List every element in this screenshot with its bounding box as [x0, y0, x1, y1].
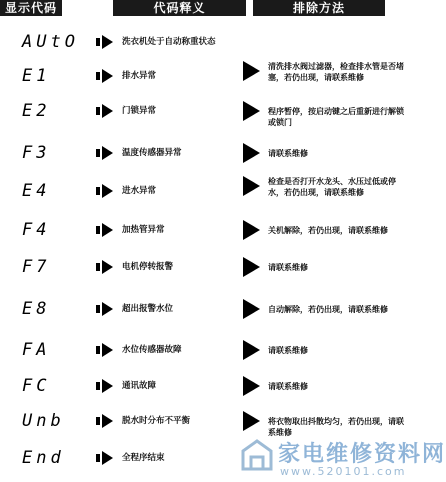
watermark-logo-icon — [240, 437, 274, 473]
watermark-url: www.520101.com — [280, 465, 407, 478]
code-description: 水位传感器故障 — [122, 345, 182, 355]
table-row — [0, 62, 415, 94]
code-description: 电机停转报警 — [122, 262, 174, 272]
table-row — [0, 257, 415, 285]
error-code: E8 — [22, 299, 51, 319]
table-row — [0, 101, 415, 129]
error-code: End — [22, 448, 65, 468]
code-description: 排水异常 — [122, 71, 157, 81]
table-row — [0, 411, 415, 439]
code-description: 全程序结束 — [122, 453, 165, 463]
solution-arrow-icon — [243, 61, 260, 81]
code-description: 门锁异常 — [122, 106, 157, 116]
code-description: 脱水时分布不平衡 — [122, 416, 191, 426]
watermark-title: 家电维修资料网 — [278, 442, 446, 467]
fix-method: 清洗排水阀过滤器，检查排水管是否堵塞，若仍出现，请联系维修 — [268, 62, 404, 82]
error-code: E1 — [22, 66, 51, 86]
table-row — [0, 376, 415, 404]
solution-arrow-icon — [243, 220, 260, 240]
solution-arrow-icon — [243, 257, 260, 277]
error-code: E4 — [22, 181, 51, 201]
error-code: AUtO — [22, 32, 79, 52]
fix-method: 程序暂停，按启动键之后重新进行解锁或锁门 — [268, 107, 404, 127]
fix-method: 关机解除，若仍出现，请联系维修 — [268, 226, 388, 235]
pointer-arrow-icon — [96, 379, 116, 393]
code-description: 超出报警水位 — [122, 304, 174, 314]
table-row — [0, 299, 415, 327]
fix-method: 将衣物取出抖散均匀，若仍出现，请联系维修 — [268, 417, 404, 437]
fix-method: 请联系维修 — [268, 346, 308, 355]
pointer-arrow-icon — [96, 260, 116, 274]
fix-method: 请联系维修 — [268, 149, 308, 158]
pointer-arrow-icon — [96, 69, 116, 83]
fix-method: 请联系维修 — [268, 382, 308, 391]
table-row — [0, 220, 415, 248]
pointer-arrow-icon — [96, 184, 116, 198]
pointer-arrow-icon — [96, 35, 116, 49]
table-row — [0, 32, 415, 60]
header-fix: 排除方法 — [253, 0, 385, 16]
table-row — [0, 340, 415, 368]
pointer-arrow-icon — [96, 223, 116, 237]
pointer-arrow-icon — [96, 414, 116, 428]
pointer-arrow-icon — [96, 146, 116, 160]
fix-method: 检查是否打开水龙头、水压过低或停水，若仍出现，请联系维修 — [268, 177, 396, 197]
fix-method: 自动解除，若仍出现，请联系维修 — [268, 305, 388, 314]
header-code: 显示代码 — [0, 0, 62, 16]
solution-arrow-icon — [243, 101, 260, 121]
code-description: 进水异常 — [122, 186, 157, 196]
table-row — [0, 143, 415, 171]
code-description: 洗衣机处于自动称重状态 — [122, 37, 216, 47]
pointer-arrow-icon — [96, 302, 116, 316]
pointer-arrow-icon — [96, 451, 116, 465]
watermark — [240, 437, 446, 482]
solution-arrow-icon — [243, 411, 260, 431]
solution-arrow-icon — [243, 299, 260, 319]
error-code: FC — [22, 376, 51, 396]
code-description: 温度传感器异常 — [122, 148, 182, 158]
error-code: F4 — [22, 220, 51, 240]
solution-arrow-icon — [243, 340, 260, 360]
error-code: F7 — [22, 257, 51, 277]
solution-arrow-icon — [243, 376, 260, 396]
code-description: 通讯故障 — [122, 381, 157, 391]
table-row — [0, 177, 415, 209]
solution-arrow-icon — [243, 176, 260, 196]
error-code: E2 — [22, 101, 51, 121]
error-code: Unb — [22, 411, 65, 431]
pointer-arrow-icon — [96, 343, 116, 357]
pointer-arrow-icon — [96, 104, 116, 118]
error-code: F3 — [22, 143, 51, 163]
code-description: 加热管异常 — [122, 225, 165, 235]
header-description: 代码释义 — [113, 0, 246, 16]
fix-method: 请联系维修 — [268, 263, 308, 272]
error-code: FA — [22, 340, 51, 360]
solution-arrow-icon — [243, 143, 260, 163]
